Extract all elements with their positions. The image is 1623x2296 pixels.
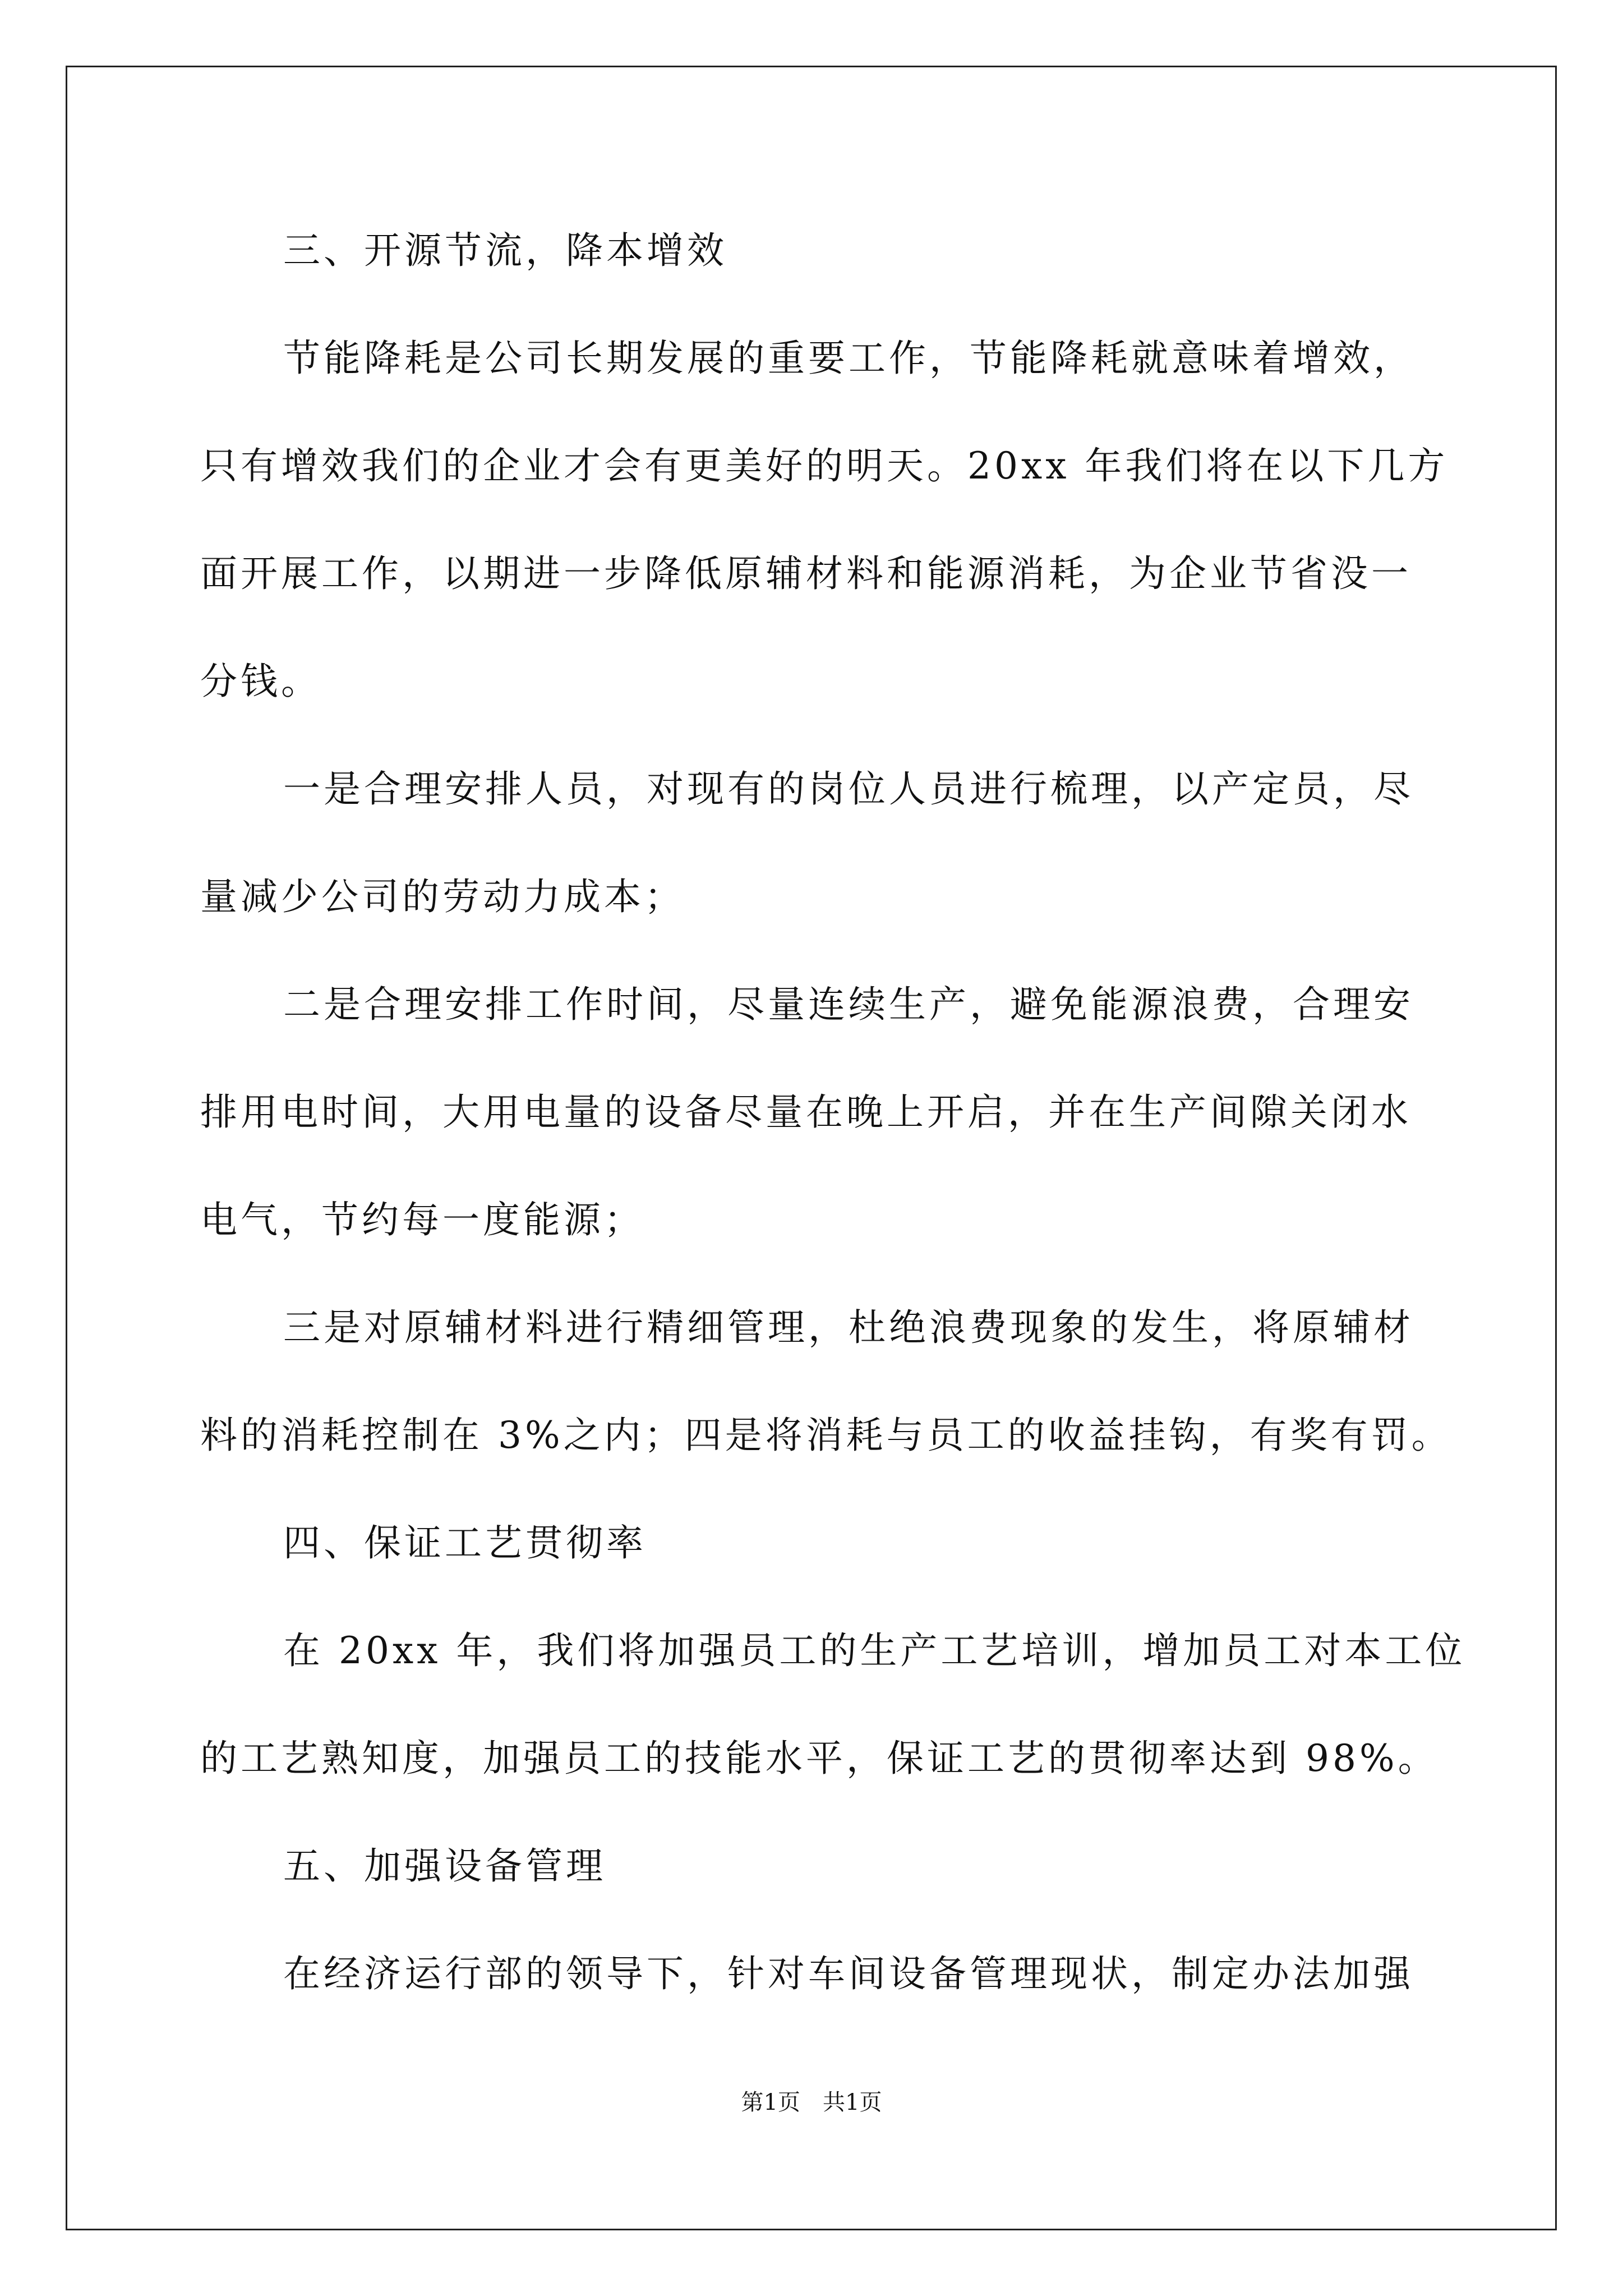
- paragraph-line: 料的消耗控制在 3%之内；四是将消耗与员工的收益挂钩，有奖有罚。: [200, 1414, 1452, 1457]
- paragraph-line: 量减少公司的劳动力成本；: [200, 875, 685, 918]
- paragraph-line: 的工艺熟知度，加强员工的技能水平，保证工艺的贯彻率达到 98%。: [200, 1737, 1438, 1780]
- paragraph-line: 分钱。: [200, 660, 321, 703]
- page-number-footer: 第1页 共1页: [741, 2090, 882, 2115]
- heading-section-3: 三、开源节流，降本增效: [283, 229, 727, 272]
- heading-section-5: 五、加强设备管理: [283, 1844, 606, 1888]
- paragraph-line: 电气，节约每一度能源；: [200, 1198, 644, 1241]
- paragraph-line: 三是对原辅材料进行精细管理，杜绝浪费现象的发生，将原辅材: [283, 1306, 1414, 1349]
- paragraph-line: 只有增效我们的企业才会有更美好的明天。20xx 年我们将在以下几方: [200, 444, 1449, 487]
- paragraph-line: 面开展工作，以期进一步降低原辅材料和能源消耗，为企业节省没一: [200, 552, 1412, 595]
- heading-section-4: 四、保证工艺贯彻率: [283, 1521, 647, 1565]
- paragraph-line: 一是合理安排人员，对现有的岗位人员进行梳理，以产定员，尽: [283, 767, 1414, 811]
- paragraph-line: 二是合理安排工作时间，尽量连续生产，避免能源浪费，合理安: [283, 983, 1414, 1026]
- paragraph-line: 排用电时间，大用电量的设备尽量在晚上开启，并在生产间隙关闭水: [200, 1091, 1412, 1134]
- paragraph-line: 在经济运行部的领导下，针对车间设备管理现状，制定办法加强: [283, 1952, 1414, 1995]
- paragraph-line: 在 20xx 年，我们将加强员工的生产工艺培训，增加员工对本工位: [283, 1629, 1466, 1672]
- paragraph-line: 节能降耗是公司长期发展的重要工作，节能降耗就意味着增效，: [283, 337, 1414, 380]
- page-border: [66, 66, 1557, 2230]
